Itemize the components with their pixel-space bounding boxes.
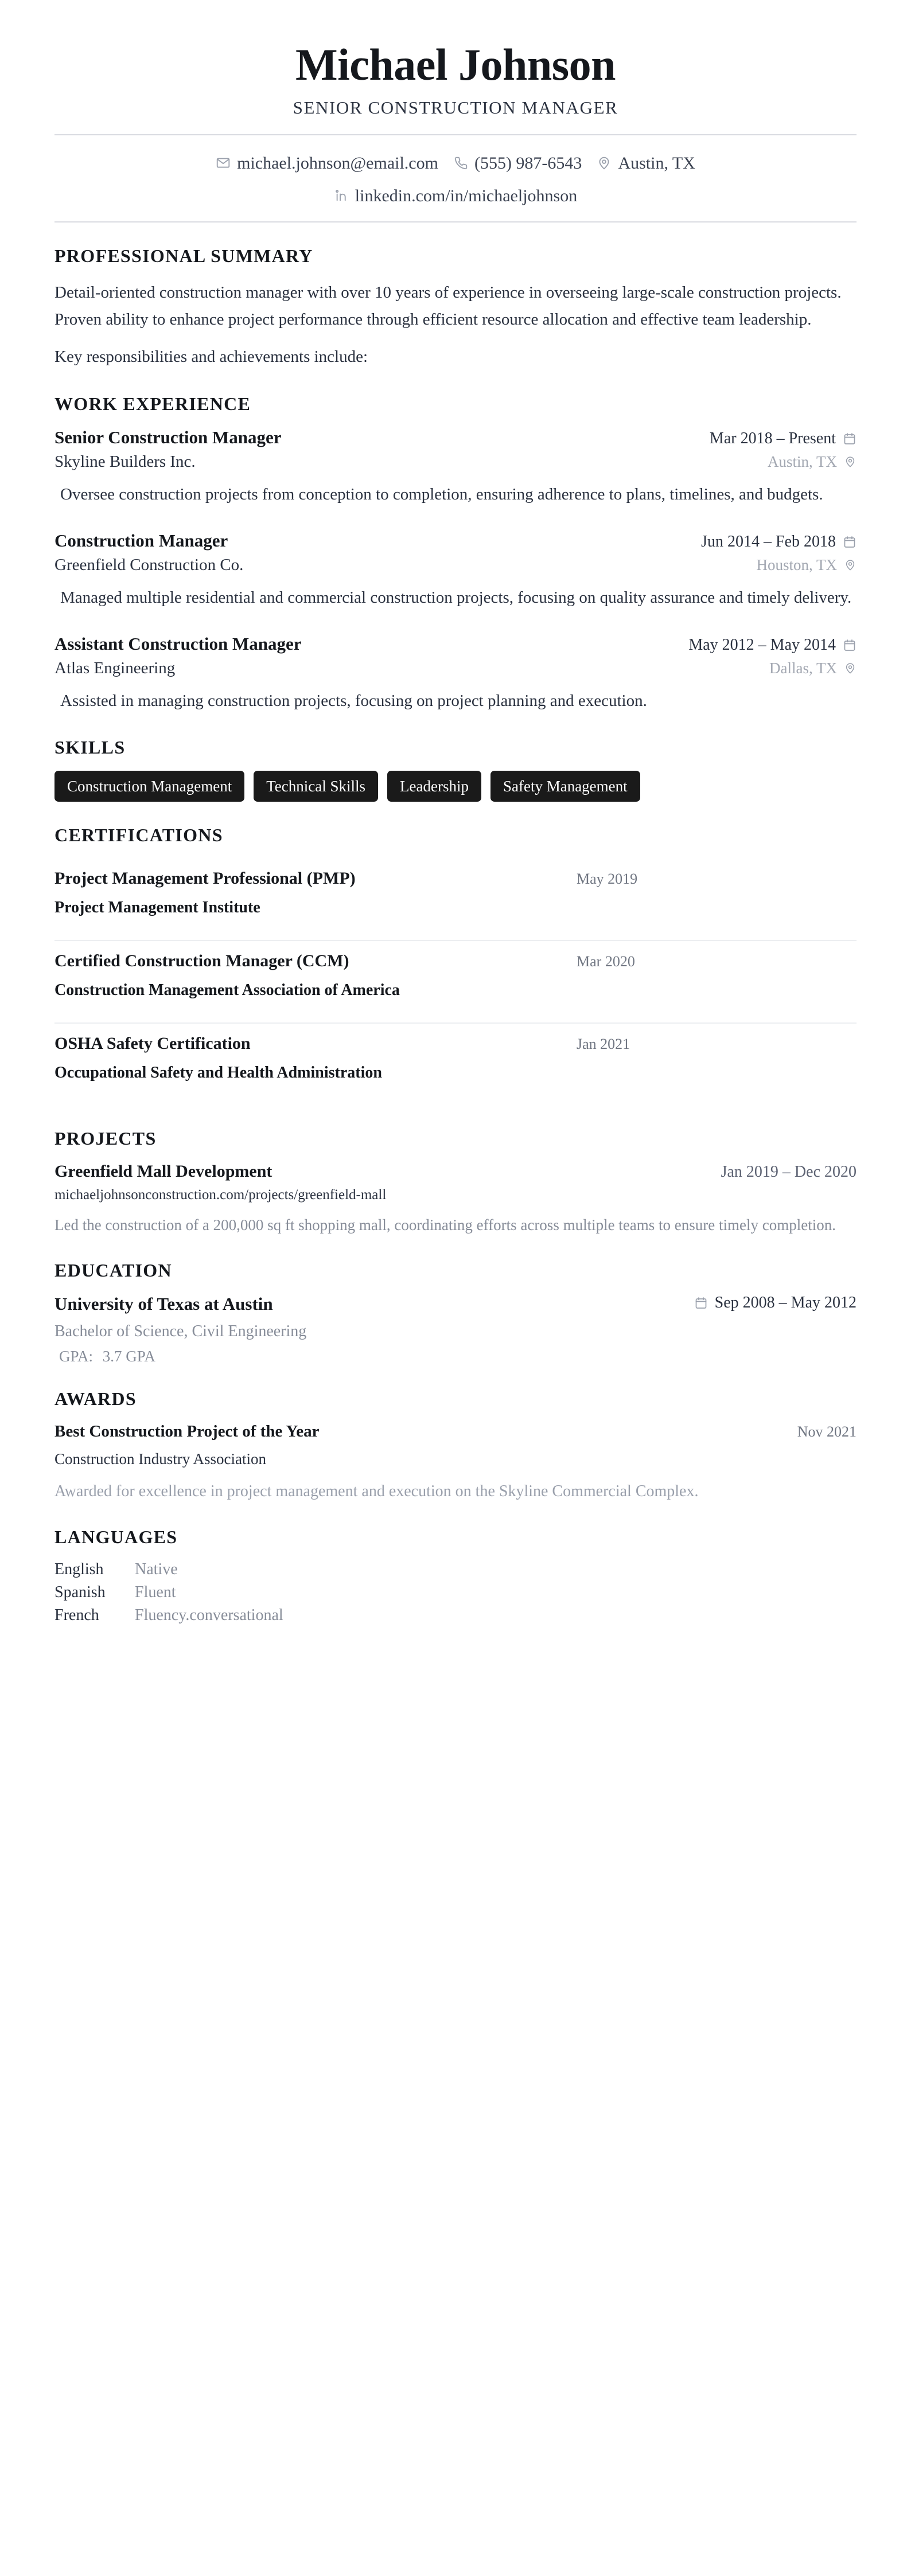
experience-date-group — [701, 533, 857, 551]
experience-header-row — [54, 530, 857, 551]
experience-company-row — [54, 654, 857, 678]
skill-tag[interactable]: Leadership — [387, 771, 481, 802]
experience-date-group — [710, 430, 857, 448]
certification-date: Jan 2021 — [577, 1036, 630, 1052]
award-item — [54, 1422, 857, 1504]
project-name: Greenfield Mall Development — [54, 1162, 272, 1181]
summary-closing: Key responsibilities and achievements include: — [54, 347, 368, 366]
map-pin-icon — [597, 155, 612, 170]
contact-phone-text: (555) 987-6543 — [474, 153, 582, 173]
map-pin-icon — [844, 455, 857, 468]
contact-location-text: Austin, TX — [618, 153, 695, 173]
language-item — [54, 1606, 857, 1625]
certification-header-row — [54, 869, 857, 888]
award-organization: Construction Industry Association — [54, 1450, 266, 1468]
experience-company: Greenfield Construction Co. — [54, 555, 244, 574]
education-gpa-value: 3.7 GPA — [102, 1348, 155, 1365]
language-name: English — [54, 1560, 104, 1579]
certification-issuer: Occupational Safety and Health Administration — [54, 1064, 382, 1082]
experience-description: Managed multiple residential and commercial construction projects, focusing on quality assurance and timely delivery. — [60, 588, 852, 607]
experience-date: May 2012 – May 2014 — [688, 635, 836, 654]
certification-item — [54, 1024, 857, 1105]
language-name: French — [54, 1606, 99, 1625]
experience-location: Dallas, TX — [769, 659, 837, 677]
page-bottom-space — [54, 1629, 857, 1985]
certification-item — [54, 941, 857, 1022]
skills-list — [54, 771, 663, 802]
section-title-languages: LANGUAGES — [54, 1527, 178, 1548]
project-description: Led the construction of a 200,000 sq ft shopping mall, coordinating efforts across multiple teams to ensure timely completion. — [54, 1216, 836, 1234]
certification-name: OSHA Safety Certification — [54, 1034, 251, 1053]
experience-role: Assistant Construction Manager — [54, 633, 302, 654]
language-level: Fluency.conversational — [135, 1606, 283, 1625]
award-description: Awarded for excellence in project management and execution on the Skyline Commercial Complex. — [54, 1482, 699, 1501]
education-header-row — [54, 1294, 857, 1314]
experience-description: Assisted in managing construction projects, focusing on project planning and execution. — [60, 691, 647, 710]
contact-row-primary — [54, 150, 857, 176]
experience-location-group — [756, 556, 857, 574]
experience-item — [54, 634, 857, 714]
project-date: Jan 2019 – Dec 2020 — [721, 1163, 857, 1181]
summary-paragraph: Detail-oriented construction manager with over 10 years of experience in overseeing large-scale construction projects. Proven ability to enhance project performance through efficient resource allocation and effective team leadership. — [54, 283, 842, 329]
experience-location-group — [769, 659, 857, 677]
header-divider-bottom — [54, 221, 857, 223]
project-item — [54, 1162, 857, 1237]
map-pin-icon — [844, 662, 857, 674]
map-pin-icon — [844, 559, 857, 571]
section-professional-summary — [54, 245, 857, 370]
resume-header — [54, 0, 857, 118]
section-title-projects: PROJECTS — [54, 1128, 157, 1149]
certification-date: Mar 2020 — [577, 953, 635, 970]
contact-location — [597, 150, 695, 176]
calendar-icon — [843, 432, 857, 446]
calendar-icon — [843, 638, 857, 652]
skill-tag[interactable]: Safety Management — [490, 771, 640, 802]
award-date: Nov 2021 — [797, 1423, 857, 1441]
experience-role: Construction Manager — [54, 530, 228, 551]
education-school: University of Texas at Austin — [54, 1294, 273, 1314]
calendar-icon — [694, 1296, 708, 1310]
contact-linkedin[interactable] — [334, 183, 577, 209]
certification-issuer: Project Management Institute — [54, 899, 260, 916]
section-skills — [54, 737, 857, 802]
education-date: Sep 2008 – May 2012 — [714, 1294, 857, 1312]
experience-location: Houston, TX — [756, 556, 837, 573]
contact-email[interactable] — [216, 150, 438, 176]
calendar-icon — [843, 535, 857, 549]
section-title-summary: PROFESSIONAL SUMMARY — [54, 245, 313, 266]
project-url[interactable]: michaeljohnsonconstruction.com/projects/greenfield-mall — [54, 1187, 387, 1203]
certification-header-row — [54, 1034, 857, 1053]
language-level: Native — [135, 1560, 178, 1579]
certification-name: Certified Construction Manager (CCM) — [54, 951, 349, 970]
languages-list — [54, 1560, 857, 1625]
experience-description: Oversee construction projects from conception to completion, ensuring adherence to plans, timelines, and budgets. — [60, 485, 823, 504]
experience-header-row — [54, 427, 857, 448]
experience-date: Jun 2014 – Feb 2018 — [701, 532, 836, 551]
skill-tag[interactable]: Construction Management — [54, 771, 244, 802]
experience-item — [54, 427, 857, 508]
project-header-row — [54, 1162, 857, 1181]
contact-linkedin-text: linkedin.com/in/michaeljohnson — [355, 186, 578, 205]
language-name: Spanish — [54, 1583, 106, 1602]
experience-date-group — [688, 636, 857, 654]
certification-name: Project Management Professional (PMP) — [54, 869, 356, 888]
candidate-job-title: SENIOR CONSTRUCTION MANAGER — [293, 97, 618, 118]
candidate-name: Michael Johnson — [295, 40, 616, 89]
experience-company: Skyline Builders Inc. — [54, 452, 196, 471]
section-title-skills: SKILLS — [54, 736, 126, 758]
experience-date: Mar 2018 – Present — [709, 429, 836, 447]
linkedin-icon — [334, 188, 349, 203]
section-title-certifications: CERTIFICATIONS — [54, 825, 223, 845]
contact-row-secondary — [54, 183, 857, 209]
education-gpa-row — [54, 1348, 857, 1365]
experience-header-row — [54, 634, 857, 654]
experience-company: Atlas Engineering — [54, 658, 176, 677]
experience-item — [54, 530, 857, 611]
award-header-row — [54, 1422, 857, 1441]
experience-company-row — [54, 448, 857, 471]
phone-icon — [453, 155, 468, 170]
education-gpa-label: GPA: — [59, 1348, 94, 1365]
section-certifications — [54, 825, 857, 1105]
certification-header-row — [54, 951, 857, 971]
experience-location-group — [768, 453, 857, 471]
certification-item — [54, 858, 857, 940]
experience-location: Austin, TX — [767, 452, 837, 470]
education-item — [54, 1294, 857, 1365]
skill-tag[interactable]: Technical Skills — [254, 771, 378, 802]
envelope-icon — [216, 155, 231, 170]
section-projects — [54, 1128, 857, 1237]
certification-issuer: Construction Management Association of America — [54, 981, 400, 999]
section-title-awards: AWARDS — [54, 1388, 137, 1410]
contact-email-text: michael.johnson@email.com — [237, 153, 438, 173]
experience-company-row — [54, 551, 857, 575]
contact-block — [54, 135, 857, 221]
section-work-experience — [54, 393, 857, 714]
section-title-education: EDUCATION — [54, 1260, 172, 1281]
education-degree: Bachelor of Science, Civil Engineering — [54, 1322, 307, 1341]
section-languages — [54, 1527, 857, 1625]
language-item — [54, 1560, 857, 1579]
certification-date: May 2019 — [577, 871, 638, 887]
education-date-group — [694, 1294, 857, 1312]
language-level: Fluent — [135, 1583, 176, 1602]
section-education — [54, 1260, 857, 1365]
section-awards — [54, 1388, 857, 1504]
language-item — [54, 1583, 857, 1602]
experience-role: Senior Construction Manager — [54, 427, 282, 447]
section-title-experience: WORK EXPERIENCE — [54, 393, 251, 414]
award-name: Best Construction Project of the Year — [54, 1422, 320, 1441]
contact-phone[interactable] — [453, 150, 582, 176]
